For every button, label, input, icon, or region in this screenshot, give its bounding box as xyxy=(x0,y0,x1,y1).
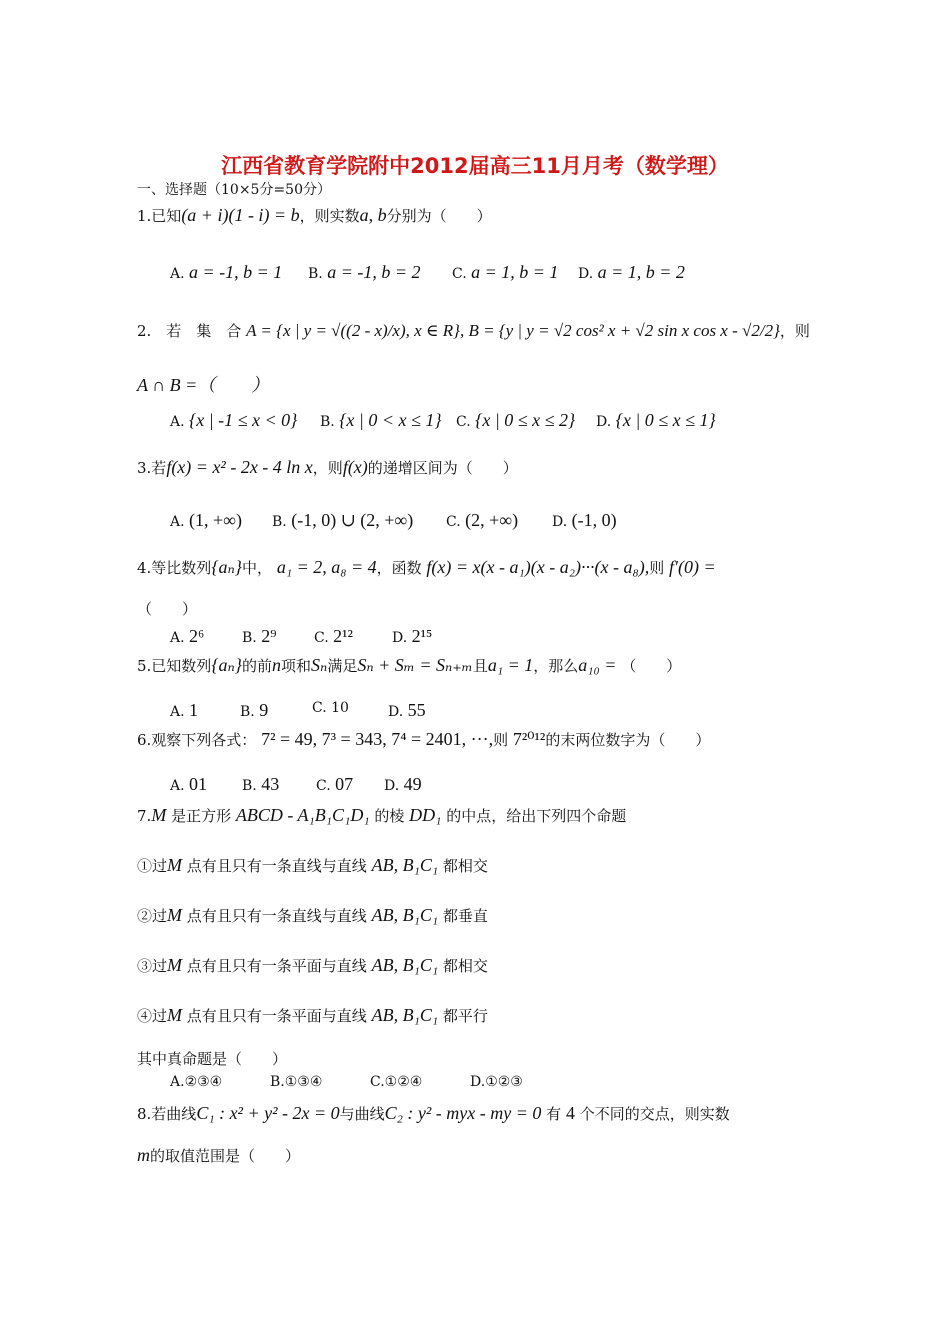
q2-set-expression: A = {x | y = √((2 - x)/x), x ∈ R}, B = {y | y = √2 cos² x + √2 sin x cos x - √2/2} xyxy=(246,321,780,340)
q7-option-b[interactable]: B.①③④ xyxy=(270,1074,323,1090)
q3-option-b[interactable]: B. (-1, 0) ∪ (2, +∞) xyxy=(272,510,414,530)
question-8-line-2: m的取值范围是（ ） xyxy=(137,1145,301,1165)
q5-option-d[interactable]: D. 55 xyxy=(388,700,426,720)
question-2: 2. 若 集 合 A = {x | y = √((2 - x)/x), x ∈ R}, B = {y | y = √2 cos² x + √2 sin x cos x - √2/2}，则 xyxy=(137,321,810,340)
question-4: 4.等比数列{aₙ}中， a₁ = 2, a₈ = 4，函数 f(x) = x(x - a₁)(x - a₂)···(x - a₈),则 f′(0) = xyxy=(137,557,716,577)
q7-proposition-1: ①过M 点有且只有一条直线与直线 AB, B₁C₁ 都相交 xyxy=(137,855,488,875)
q6-option-d[interactable]: D. 49 xyxy=(384,774,422,794)
q1-option-d[interactable]: D. a = 1, b = 2 xyxy=(578,262,685,282)
q6-option-b[interactable]: B. 43 xyxy=(242,774,280,794)
question-7: 7.M 是正方形 ABCD - A₁B₁C₁D₁ 的棱 DD₁ 的中点，给出下列四个命题 xyxy=(137,805,627,825)
q3-expression: f(x) = x² - 2x - 4 ln x xyxy=(166,457,313,477)
question-4-line-2: （ ） xyxy=(137,600,198,618)
q2-option-c[interactable]: C. {x | 0 ≤ x ≤ 2} xyxy=(456,410,576,430)
q7-proposition-3: ③过M 点有且只有一条平面与直线 AB, B₁C₁ 都相交 xyxy=(137,955,488,975)
q3-option-d[interactable]: D. (-1, 0) xyxy=(552,510,617,530)
q2-option-b[interactable]: B. {x | 0 < x ≤ 1} xyxy=(320,410,442,430)
q6-option-c[interactable]: C. 07 xyxy=(316,774,354,794)
q7-option-c[interactable]: C.①②④ xyxy=(370,1074,423,1090)
q1-expression: (a + i)(1 - i) = b xyxy=(181,205,300,225)
q1-option-a[interactable]: A. a = -1, b = 1 xyxy=(170,262,283,282)
q6-option-a[interactable]: A. 01 xyxy=(170,774,208,794)
q6-expression: 7² = 49, 7³ = 343, 7⁴ = 2401, ···, xyxy=(261,729,494,749)
q4-option-d[interactable]: D. 2¹⁵ xyxy=(392,626,433,646)
q5-option-c[interactable]: C. 10 xyxy=(312,700,349,716)
section-heading: 一、选择题（10×5分=50分） xyxy=(137,182,331,198)
q7-option-d[interactable]: D.①②③ xyxy=(470,1074,523,1090)
q7-option-a[interactable]: A.②③④ xyxy=(170,1074,223,1090)
q2-option-d[interactable]: D. {x | 0 ≤ x ≤ 1} xyxy=(596,410,716,430)
q4-option-c[interactable]: C. 2¹² xyxy=(314,626,353,646)
q1-option-b[interactable]: B. a = -1, b = 2 xyxy=(308,262,421,282)
question-2-line-2: A ∩ B =（ ） xyxy=(137,375,270,395)
q7-proposition-2: ②过M 点有且只有一条直线与直线 AB, B₁C₁ 都垂直 xyxy=(137,905,488,925)
q7-proposition-4: ④过M 点有且只有一条平面与直线 AB, B₁C₁ 都平行 xyxy=(137,1005,488,1025)
question-8: 8.若曲线C₁ : x² + y² - 2x = 0与曲线C₂ : y² - myx - my = 0 有 4 个不同的交点，则实数 xyxy=(137,1103,730,1123)
q1-option-c[interactable]: C. a = 1, b = 1 xyxy=(452,262,559,282)
question-3: 3.若f(x) = x² - 2x - 4 ln x，则f(x)的递增区间为（ ） xyxy=(137,457,518,477)
q2-option-a[interactable]: A. {x | -1 ≤ x < 0} xyxy=(170,410,298,430)
question-6: 6.观察下列各式： 7² = 49, 7³ = 343, 7⁴ = 2401, ···,则 7²⁰¹²的末两位数字为（ ） xyxy=(137,729,711,749)
q4-expression: f(x) = x(x - a₁)(x - a₂)···(x - a₈), xyxy=(426,557,650,577)
q5-option-b[interactable]: B. 9 xyxy=(240,700,269,720)
q3-option-c[interactable]: C. (2, +∞) xyxy=(446,510,519,530)
q7-ask: 其中真命题是（ ） xyxy=(137,1050,288,1068)
q3-option-a[interactable]: A. (1, +∞) xyxy=(170,510,242,530)
page-title: 江西省教育学院附中2012届高三11月月考（数学理） xyxy=(221,154,729,178)
q5-option-a[interactable]: A. 1 xyxy=(170,700,199,720)
question-5: 5.已知数列{aₙ}的前n项和Sₙ满足Sₙ + Sₘ = Sₙ₊ₘ且a₁ = 1，那么a₁₀ = （ ） xyxy=(137,655,682,675)
q4-option-b[interactable]: B. 2⁹ xyxy=(242,626,277,646)
question-1: 1.已知(a + i)(1 - i) = b，则实数a, b分别为（ ） xyxy=(137,205,492,225)
q4-option-a[interactable]: A. 2⁶ xyxy=(170,626,205,646)
